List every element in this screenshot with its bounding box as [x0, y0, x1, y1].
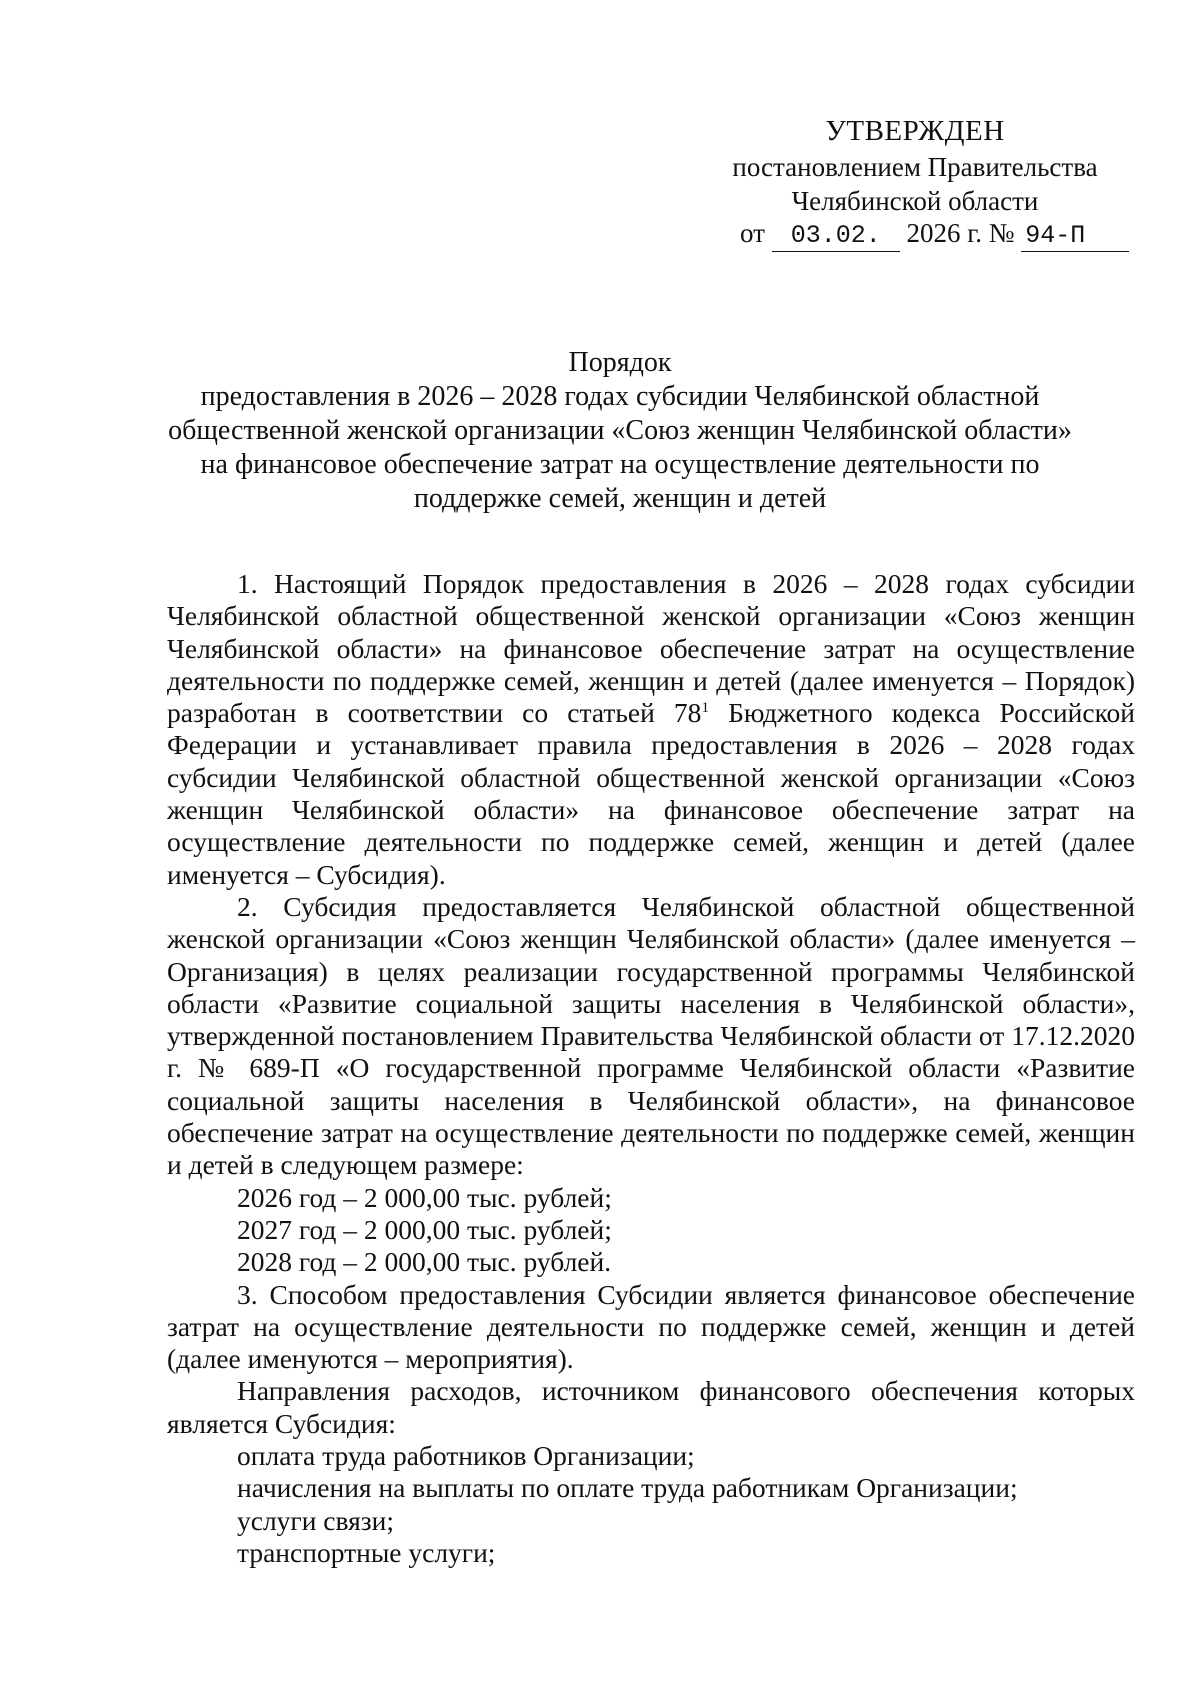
amount-item: 2028 год – 2 000,00 тыс. рублей.: [237, 1246, 612, 1278]
expense-item: начисления на выплаты по оплате труда работникам Организации;: [237, 1472, 1018, 1504]
date-prefix: от: [740, 218, 765, 248]
paragraph-1-text-end: Бюджетного кодекса Российской Федерации и устанавливает правила предоставления в 2026 – 2028 годах субсидии Челябинской областной общественной женской организации «Союз женщин Челябинской области» на финансовое обеспечение затрат на осуществление деятельности по поддержке семей, женщин и детей (далее именуется – Субсидия).: [167, 697, 1135, 890]
approval-heading: УТВЕРЖДЕН: [825, 115, 1005, 147]
date-suffix: 2026 г. №: [906, 218, 1015, 248]
document-body: [167, 568, 1135, 1569]
approval-line-2: Челябинской области: [791, 186, 1039, 216]
date-field: 03.02.: [772, 221, 900, 252]
approval-line-1: постановлением Правительства: [732, 152, 1098, 182]
approval-block: [700, 112, 1130, 218]
title-subtitle: предоставления в 2026 – 2028 годах субсидии Челябинской областной общественной женской организации «Союз женщин Челябинской области» на финансовое обеспечение затрат на осуществление деятельности по поддержке семей, женщин и детей: [168, 381, 1072, 514]
paragraph-1-sup: 1: [701, 700, 709, 717]
amount-item: 2027 год – 2 000,00 тыс. рублей;: [237, 1213, 612, 1245]
paragraph-4: Направления расходов, источником финансового обеспечения которых является Субсидия:: [167, 1375, 1135, 1439]
expense-item: оплата труда работников Организации;: [237, 1440, 695, 1472]
expense-item: транспортные услуги;: [237, 1536, 496, 1568]
document-title: [160, 346, 1080, 516]
paragraph-2: 2. Субсидия предоставляется Челябинской областной общественной женской организации «Союз женщин Челябинской области» (далее именуется – Организация) в целях реализации государственной программы Челябинской области «Развитие социальной защиты населения в Челябинской области», утвержденной постановлением Правительства Челябинской области от 17.12.2020 г. № 689-П «О государственной программе Челябинской области «Развитие социальной защиты населения в Челябинской области», на финансовое обеспечение затрат на осуществление деятельности по поддержке семей, женщин и детей в следующем размере:: [167, 890, 1135, 1181]
paragraph-1-text: 1. Настоящий Порядок предоставления в 2026 – 2028 годах субсидии Челябинской областной общественной женской организации «Союз женщин Челябинской области» на финансовое обеспечение затрат на осуществление деятельности по поддержке семей, женщин и детей (далее именуется – Порядок) разработан в соответствии со статьей 78: [167, 568, 1135, 729]
number-field: 94-П: [1021, 221, 1129, 252]
amount-item: 2026 год – 2 000,00 тыс. рублей;: [237, 1181, 612, 1213]
paragraph-3: 3. Способом предоставления Субсидии является финансовое обеспечение затрат на осуществление деятельности по поддержке семей, женщин и детей (далее именуются – мероприятия).: [167, 1278, 1135, 1375]
expense-item: услуги связи;: [237, 1504, 394, 1536]
paragraph-1: [167, 568, 1135, 891]
approval-date-line: [740, 216, 1140, 252]
title-name: Порядок: [568, 347, 672, 378]
